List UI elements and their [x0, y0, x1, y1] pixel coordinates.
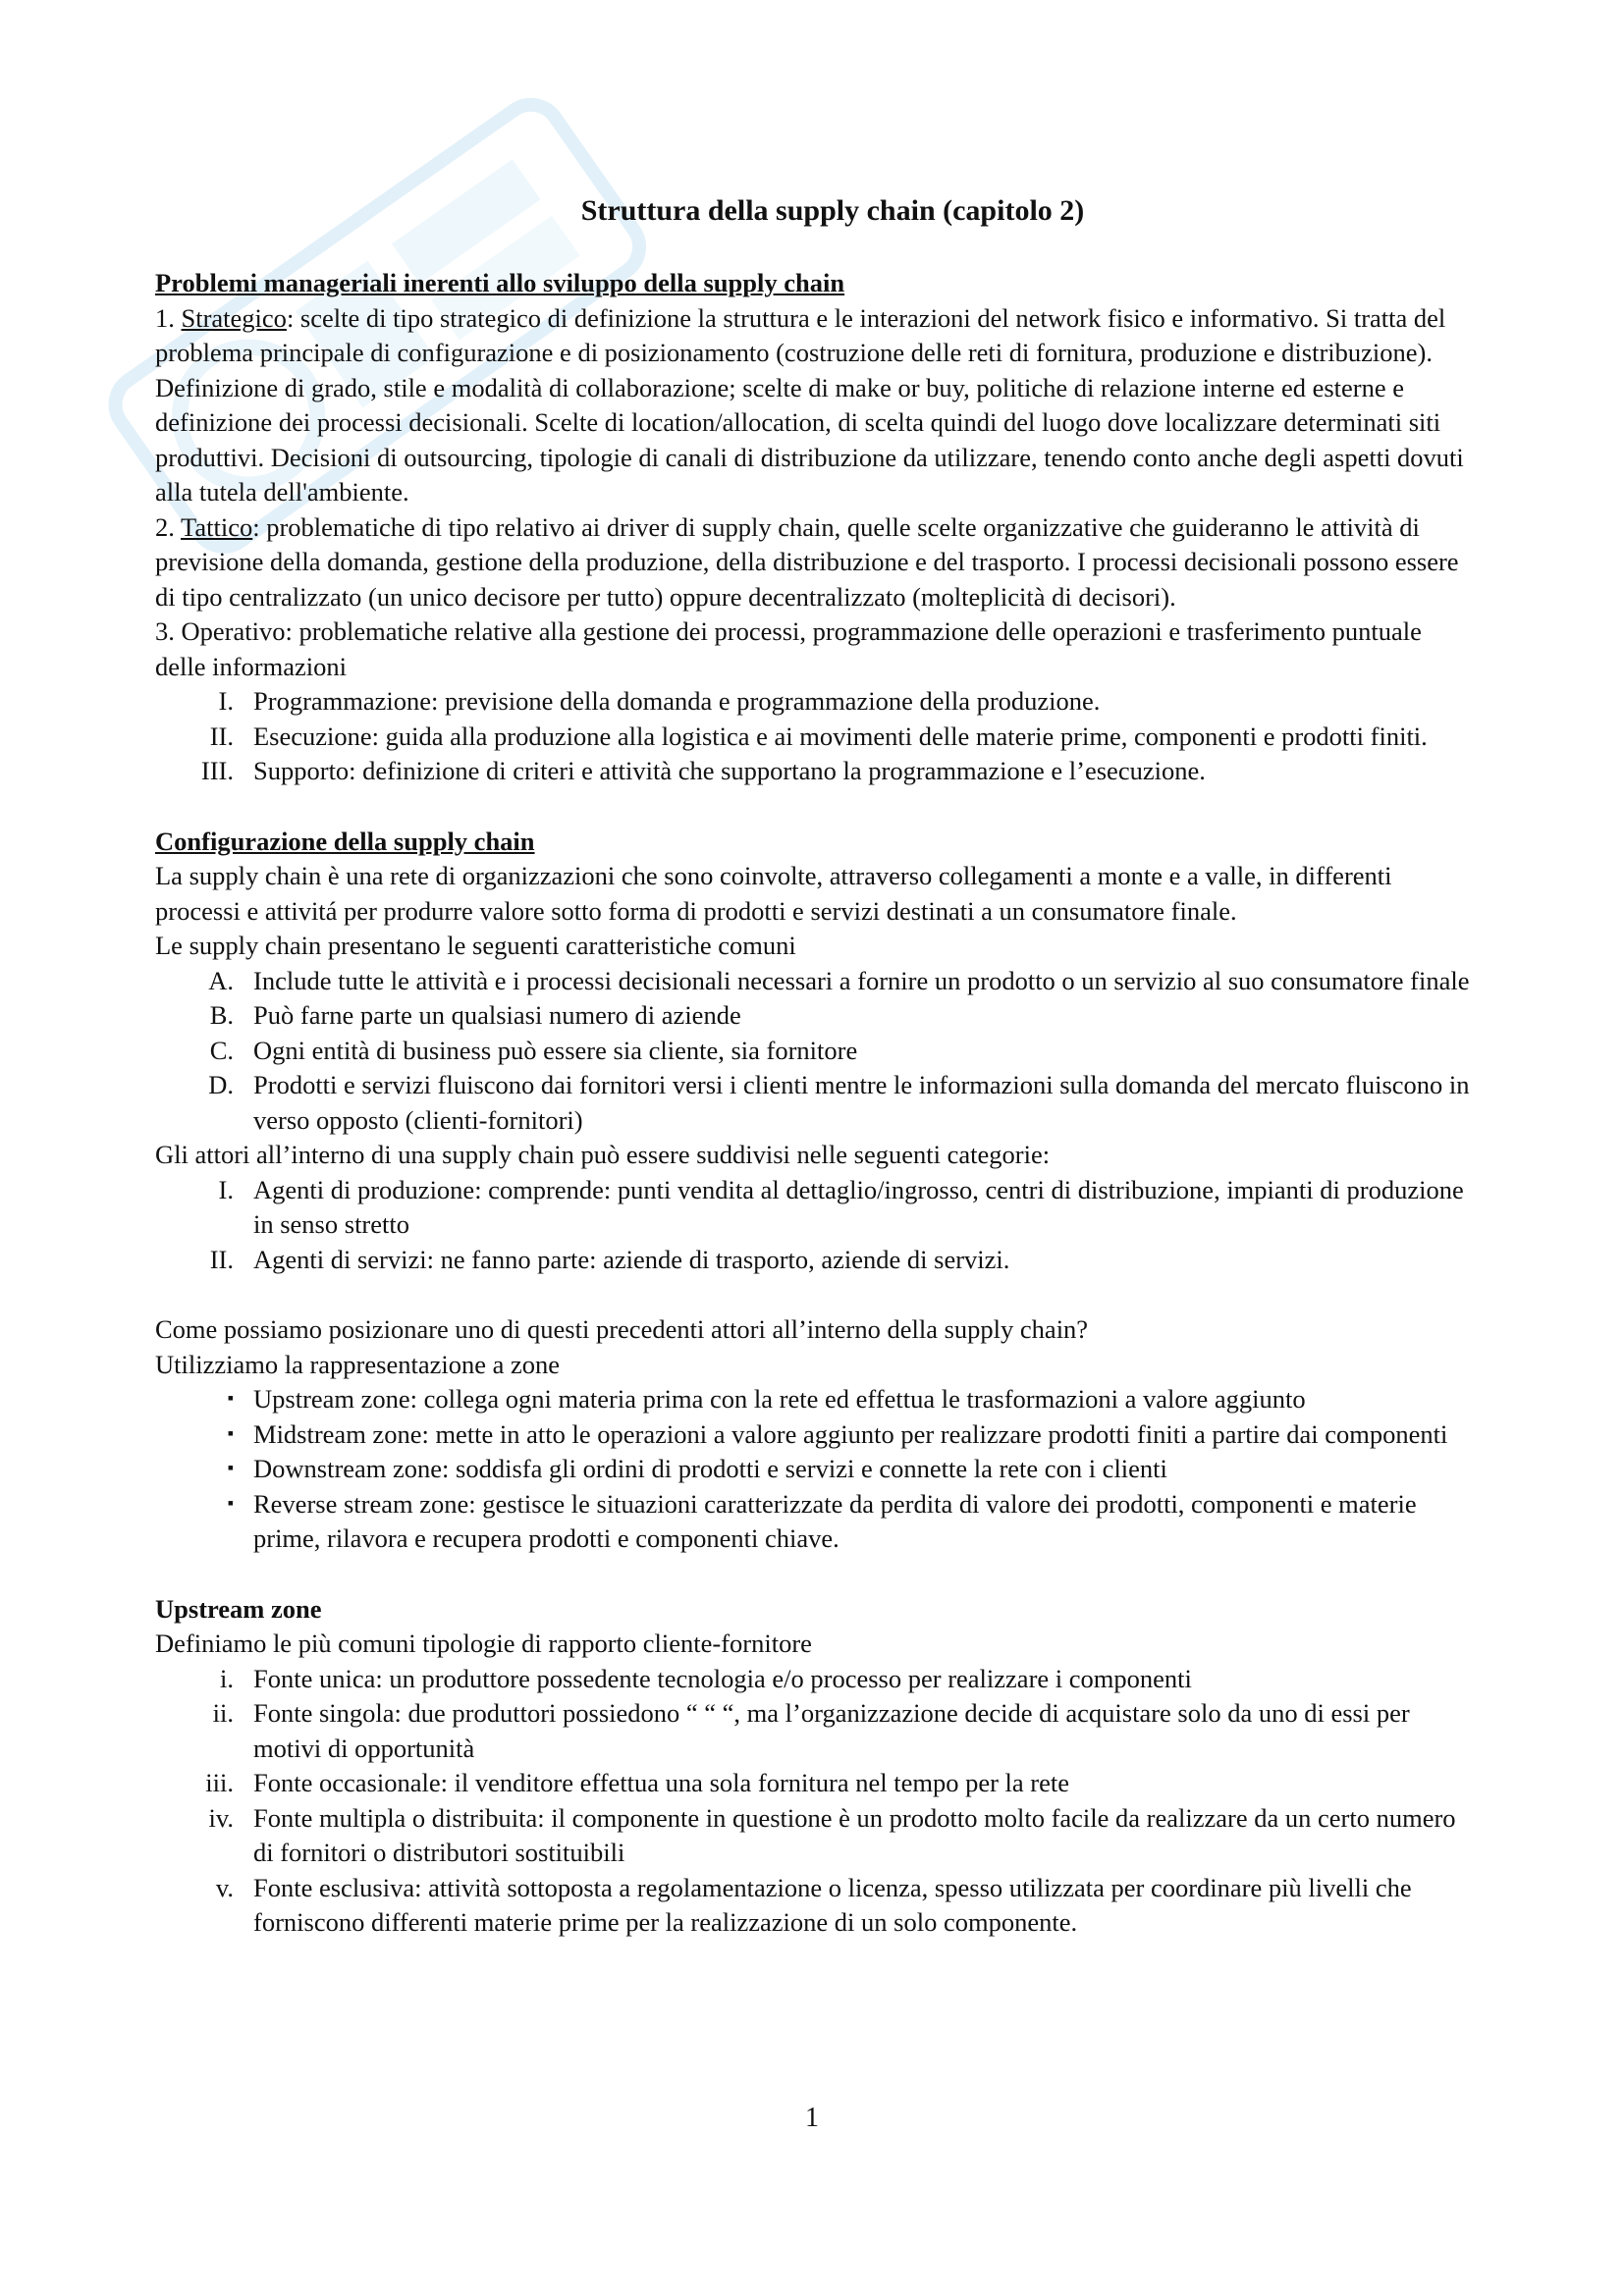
list-item-text: Supporto: definizione di criteri e attività che supportano la programmazione e l’esecuzione.: [253, 756, 1206, 785]
list-item-text: Può farne parte un qualsiasi numero di aziende: [253, 1000, 741, 1030]
paragraph-caratteristiche: Le supply chain presentano le seguenti caratteristiche comuni: [155, 931, 796, 960]
list-item-text: Midstream zone: mette in atto le operazioni a valore aggiunto per realizzare prodotti finiti a partire dai componenti: [253, 1418, 1448, 1449]
list-item-text: Esecuzione: guida alla produzione alla logistica e ai movimenti delle materie prime, componenti e prodotti finiti.: [253, 721, 1428, 751]
list-item: [155, 684, 1471, 720]
paragraph-tipologie: Definiamo le più comuni tipologie di rapporto cliente-fornitore: [155, 1629, 812, 1658]
list-item: [155, 1173, 1471, 1243]
list-item: [155, 1452, 1471, 1487]
list-item-text: Reverse stream zone: gestisce le situazioni caratterizzate da perdita di valore dei prodotti, componenti e materie prime, rilavora e recupera prodotti e componenti chiave.: [253, 1488, 1417, 1553]
list-item-text: Fonte occasionale: il venditore effettua una sola fornitura nel tempo per la rete: [253, 1768, 1069, 1797]
list-marker: iii.: [205, 1768, 234, 1797]
page-title: Struttura della supply chain (capitolo 2): [580, 194, 1085, 227]
lower-roman-list-fonti: [155, 1662, 1471, 1941]
list-marker: ii.: [212, 1698, 234, 1728]
list-item: [155, 1871, 1471, 1941]
square-bullet-icon: ▪: [227, 1492, 234, 1513]
list-item-text: Fonte singola: due produttori possiedono “ “ “, ma l’organizzazione decide di acquistare solo da uno di essi per motivi di opportunità: [253, 1698, 1410, 1763]
paragraph-attori: Gli attori all’interno di una supply chain può essere suddivisi nelle seguenti categorie:: [155, 1140, 1051, 1169]
section-gap: [155, 789, 1471, 825]
list-marker: C.: [209, 1035, 234, 1065]
list-item: [155, 1487, 1471, 1557]
list-marker: i.: [220, 1663, 234, 1693]
section-heading-upstream: Upstream zone: [155, 1593, 322, 1624]
paragraph-definizione: La supply chain è una rete di organizzazioni che sono coinvolte, attraverso collegamenti a monte e a valle, in differenti processi e attivitá per produrre valore sotto forma di prodotti e servizi destinati a un consumatore finale.: [155, 861, 1392, 926]
list-marker: II.: [209, 1244, 234, 1274]
list-item: [155, 1243, 1471, 1278]
list-item: [155, 1068, 1471, 1138]
list-item-text: Downstream zone: soddisfa gli ordini di prodotti e servizi e connette la rete con i clienti: [253, 1454, 1167, 1483]
document-body: [155, 191, 1471, 1941]
list-item: [155, 754, 1471, 789]
list-marker: B.: [209, 1000, 234, 1030]
list-item: [155, 1801, 1471, 1871]
list-item: [155, 1662, 1471, 1697]
list-item-text: Fonte unica: un produttore possedente tecnologia e/o processo per realizzare i componenti: [253, 1663, 1192, 1693]
item-number: 2.: [155, 511, 182, 542]
list-item-text: Fonte multipla o distribuita: il componente in questione è un prodotto molto facile da realizzare da un certo numero di fornitori o distributori sostituibili: [253, 1802, 1456, 1867]
roman-list-operativo: [155, 684, 1471, 789]
paragraph-domanda: Come possiamo posizionare uno di questi precedenti attori all’interno della supply chain?: [155, 1314, 1089, 1344]
square-bullet-icon: ▪: [227, 1388, 234, 1408]
letter-list-caratteristiche: [155, 964, 1471, 1139]
list-item-text: Ogni entità di business può essere sia cliente, sia fornitore: [253, 1035, 858, 1065]
paragraph-text: : scelte di tipo strategico di definizione la struttura e le interazioni del network fisico e informativo. Si tratta del problema principale di configurazione e di posizionamento (costruzione delle reti di fornitura, produzione e distribuzione). Definizione di grado, stile e modalità di collaborazione; scelte di make or buy, politiche di relazione interne ed esterne e definizione dei processi decisionali. Scelte di location/allocation, di scelta quindi del luogo dove localizzare determinati siti produttivi. Decisioni di outsourcing, tipologie di canali di distribuzione da utilizzare, tenendo conto anche degli aspetti dovuti alla tutela dell'ambiente.: [155, 302, 1464, 507]
list-item-text: Programmazione: previsione della domanda e programmazione della produzione.: [253, 686, 1101, 716]
list-marker: II.: [209, 721, 234, 751]
term-strategico: Strategico: [181, 302, 287, 333]
page-number: 1: [805, 2103, 819, 2133]
list-item: [155, 1696, 1471, 1766]
paragraph-text: : problematiche di tipo relativo ai driver di supply chain, quelle scelte organizzative che guideranno le attività di previsione della domanda, gestione della produzione, della distribuzione e del trasporto. I processi decisionali possono essere di tipo centralizzato (un unico decisore per tutto) oppure decentralizzato (molteplicità di decisori).: [155, 511, 1459, 612]
paragraph-strategico: [155, 301, 1471, 510]
list-item-text: Agenti di servizi: ne fanno parte: aziende di trasporto, aziende di servizi.: [253, 1244, 1010, 1274]
term-tattico: Tattico: [181, 511, 253, 542]
section-gap: [155, 1277, 1471, 1312]
roman-list-attori: [155, 1173, 1471, 1278]
list-marker: A.: [208, 965, 234, 995]
list-marker: v.: [215, 1872, 234, 1902]
list-item: [155, 720, 1471, 755]
list-item: [155, 1766, 1471, 1801]
paragraph-operativo: 3. Operativo: problematiche relative alla gestione dei processi, programmazione delle operazioni e trasferimento puntuale delle informazioni: [155, 616, 1422, 681]
paragraph-zone: Utilizziamo la rappresentazione a zone: [155, 1349, 561, 1379]
list-item: [155, 1382, 1471, 1417]
section-gap: [155, 1557, 1471, 1592]
list-item-text: Upstream zone: collega ogni materia prima con la rete ed effettua le trasformazioni a valore aggiunto: [253, 1384, 1306, 1414]
bullet-list-zone: [155, 1382, 1471, 1557]
section-heading-configurazione: Configurazione della supply chain: [155, 826, 535, 856]
list-item: [155, 964, 1471, 999]
list-item-text: Include tutte le attività e i processi decisionali necessari a fornire un prodotto o un servizio al suo consumatore finale: [253, 965, 1470, 995]
list-item: [155, 1034, 1471, 1069]
list-item-text: Prodotti e servizi fluiscono dai fornitori versi i clienti mentre le informazioni sulla domanda del mercato fluiscono in verso opposto (clienti-fornitori): [253, 1070, 1470, 1135]
list-marker: I.: [218, 1174, 234, 1204]
list-marker: iv.: [208, 1802, 234, 1833]
square-bullet-icon: ▪: [227, 1422, 234, 1443]
list-marker: III.: [200, 756, 234, 785]
list-marker: D.: [208, 1070, 234, 1099]
list-marker: I.: [218, 686, 234, 716]
section-heading-problemi: Problemi manageriali inerenti allo sviluppo della supply chain: [155, 268, 845, 297]
list-item-text: Fonte esclusiva: attività sottoposta a regolamentazione o licenza, spesso utilizzata per coordinare più livelli che forniscono differenti materie prime per la realizzazione di un solo componente.: [253, 1872, 1412, 1937]
list-item: [155, 1417, 1471, 1453]
list-item-text: Agenti di produzione: comprende: punti vendita al dettaglio/ingrosso, centri di distribuzione, impianti di produzione in senso stretto: [253, 1174, 1464, 1239]
list-item: [155, 998, 1471, 1034]
square-bullet-icon: ▪: [227, 1458, 234, 1477]
paragraph-tattico: [155, 510, 1471, 615]
item-number: 1.: [155, 302, 182, 333]
